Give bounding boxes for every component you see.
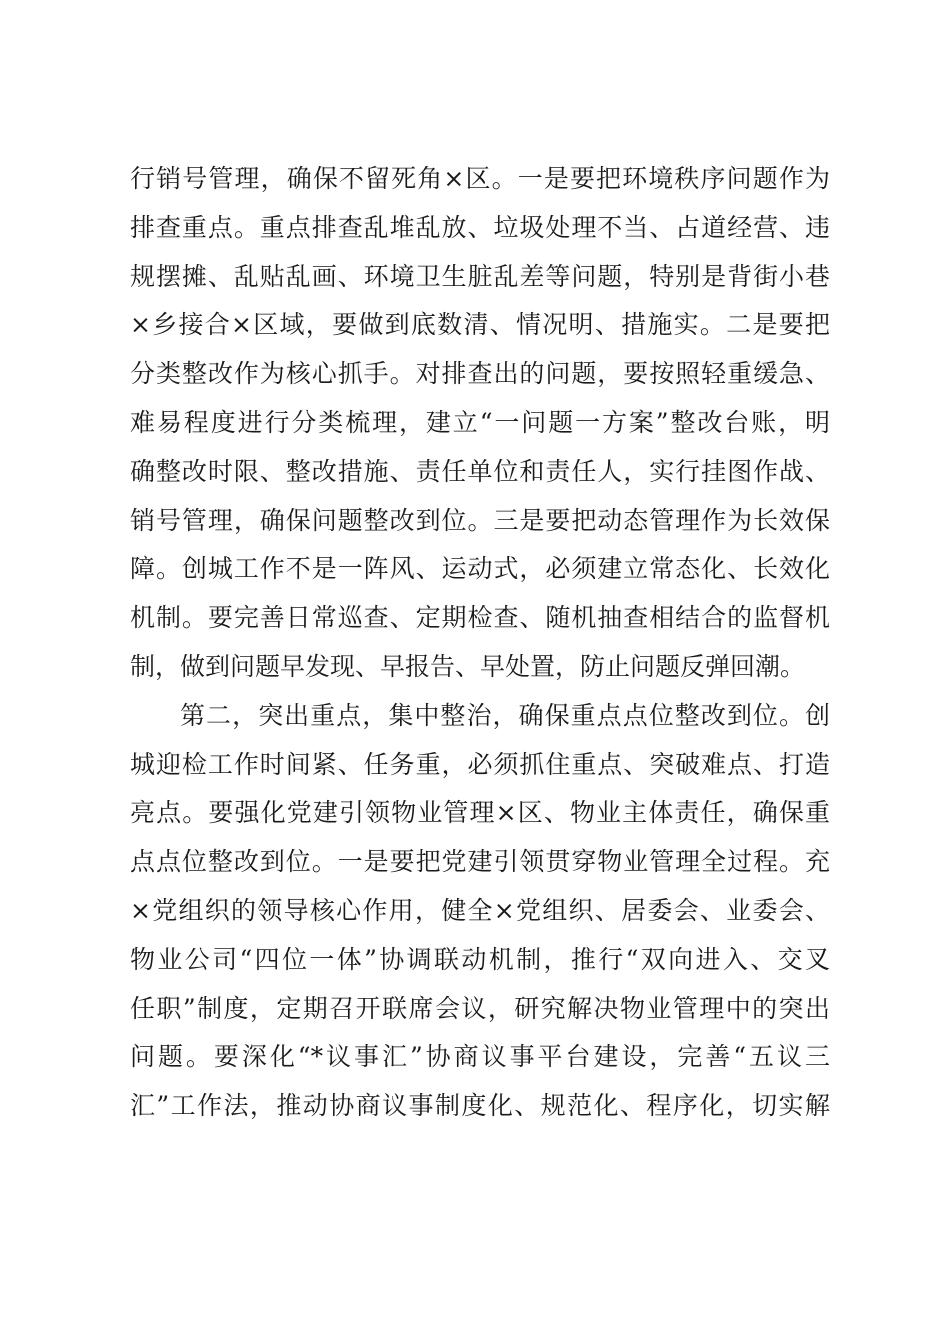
text-line: 分类整改作为核心抓手。对排查出的问题，要按照轻重缓急、 xyxy=(130,359,830,389)
text-line: 点点位整改到位。一是要把党建引领贯穿物业管理全过程。充 xyxy=(130,847,830,877)
text-line: 亮点。要强化党建引领物业管理×区、物业主体责任，确保重 xyxy=(130,798,830,828)
text-line: 行销号管理，确保不留死角×区。一是要把环境秩序问题作为 xyxy=(130,164,830,193)
text-line: 机制。要完善日常巡查、定期检查、随机抽查相结合的监督机 xyxy=(130,603,830,633)
text-line: 障。创城工作不是一阵风、运动式，必须建立常态化、长效化 xyxy=(130,554,830,584)
text-line: 规摆摊、乱贴乱画、环境卫生脏乱差等问题，特别是背街小巷 xyxy=(130,261,830,291)
paragraph-end-line: 制，做到问题早发现、早报告、早处置，防止问题反弹回潮。 xyxy=(130,651,806,681)
text-line: 城迎检工作时间紧、任务重，必须抓住重点、突破难点、打造 xyxy=(130,749,830,779)
text-line: 销号管理，确保问题整改到位。三是要把动态管理作为长效保 xyxy=(130,505,830,535)
paragraph-start-line: 第二，突出重点，集中整治，确保重点点位整改到位。创 xyxy=(180,700,830,730)
text-line: ×乡接合×区域，要做到底数清、情况明、措施实。二是要把 xyxy=(130,310,830,340)
text-line: 确整改时限、整改措施、责任单位和责任人，实行挂图作战、 xyxy=(130,456,830,486)
text-line: 排查重点。重点排查乱堆乱放、垃圾处理不当、占道经营、违 xyxy=(130,212,830,242)
text-line: 物业公司“四位一体”协调联动机制，推行“双向进入、交叉 xyxy=(130,944,830,974)
text-line: 问题。要深化“*议事汇”协商议事平台建设，完善“五议三 xyxy=(130,1042,830,1072)
text-line: 任职”制度，定期召开联席会议，研究解决物业管理中的突出 xyxy=(130,993,830,1023)
text-line: 难易程度进行分类梳理，建立“一问题一方案”整改台账，明 xyxy=(130,407,830,437)
text-line: 汇”工作法，推动协商议事制度化、规范化、程序化，切实解 xyxy=(130,1091,830,1121)
text-line: ×党组织的领导核心作用，健全×党组织、居委会、业委会、 xyxy=(130,895,830,925)
body-text xyxy=(130,155,830,1131)
